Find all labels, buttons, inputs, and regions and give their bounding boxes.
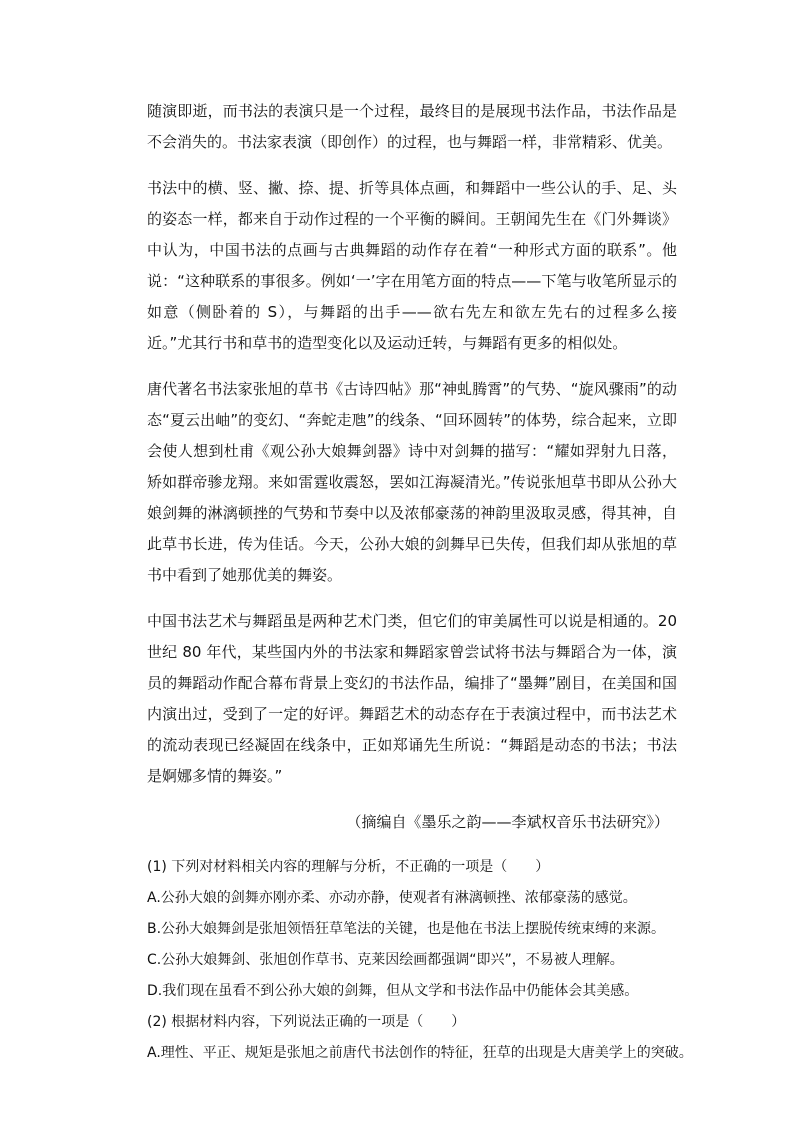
question-2-option-a: A.理性、平正、规矩是张旭之前唐代书法创作的特征，狂草的出现是大唐美学上的突破。: [147, 1045, 693, 1061]
question-1-stem: (1) 下列对材料相关内容的理解与分析，不正确的一项是（ ）: [147, 859, 550, 875]
question-1-option-d: D.我们现在虽看不到公孙大娘的剑舞，但从文学和书法作品中仍能体会其美感。: [147, 983, 639, 999]
paragraph-4: 中国书法艺术与舞蹈虽是两种艺术门类，但它们的审美属性可以说是相通的。20 世纪 80 年代，某些国内外的书法家和舞蹈家曾尝试将书法与舞蹈合为一体，演员的舞蹈动作配合幕布背景上变幻的书法作品，编排了“墨舞”剧目，在美国和国内演出过，受到了一定的好评。舞蹈艺术的动态存在于表演过程中，而书法艺术的流动表现已经凝固在线条中，正如郑诵先生所说：“舞蹈是动态的书法；书法是婀娜多情的舞姿。”: [147, 612, 677, 785]
question-1: [147, 852, 677, 1007]
article-body: [147, 96, 693, 1069]
paragraph-2: 书法中的横、竖、撇、捺、提、折等具体点画，和舞蹈中一些公认的手、足、头的姿态一样，都来自于动作过程的一个平衡的瞬间。王朝闻先生在《门外舞谈》中认为，中国书法的点画与古典舞蹈的动作存在着“一种形式方面的联系”。他说：“这种联系的事很多。例如‘一’字在用笔方面的特点——下笔与收笔所显示的如意（侧卧着的 S），与舞蹈的出手——欲右先左和欲左先右的过程多么接近。”尤其行书和草书的造型变化以及运动迁转，与舞蹈有更多的相似处。: [147, 179, 677, 352]
paragraph-3: 唐代著名书法家张旭的草书《古诗四帖》那“神虬腾霄”的气势、“旋风骤雨”的动态“夏云出岫”的变幻、“奔蛇走虺”的线条、“回环圆转”的体势，综合起来，立即会使人想到杜甫《观公孙大娘舞剑器》诗中对剑舞的描写：“耀如羿射九日落，矫如群帝骖龙翔。来如雷霆收震怒，罢如江海凝清光。”传说张旭草书即从公孙大娘剑舞的淋漓顿挫的气势和节奏中以及浓郁豪荡的神韵里汲取灵感，得其神，自此草书长进，传为佳话。今天，公孙大娘的剑舞早已失传，但我们却从张旭的草书中看到了她那优美的舞姿。: [147, 380, 677, 584]
question-1-option-a: A.公孙大娘的剑舞亦刚亦柔、亦动亦静，使观者有淋漓顿挫、浓郁豪荡的感觉。: [147, 890, 637, 906]
question-1-option-b: B.公孙大娘舞剑是张旭领悟狂草笔法的关键，也是他在书法上摆脱传统束缚的来源。: [147, 921, 666, 937]
question-1-option-c: C.公孙大娘舞剑、张旭创作草书、克莱因绘画都强调“即兴”，不易被人理解。: [147, 952, 624, 968]
question-2: [147, 1007, 693, 1069]
paragraph-1: 随演即逝，而书法的表演只是一个过程，最终目的是展现书法作品，书法作品是不会消失的。书法家表演（即创作）的过程，也与舞蹈一样，非常精彩、优美。: [147, 102, 677, 151]
source-citation: （摘编自《墨乐之韵——李斌权音乐书法研究》）: [346, 813, 669, 831]
question-2-stem: (2) 根据材料内容，下列说法正确的一项是（ ）: [147, 1014, 466, 1030]
